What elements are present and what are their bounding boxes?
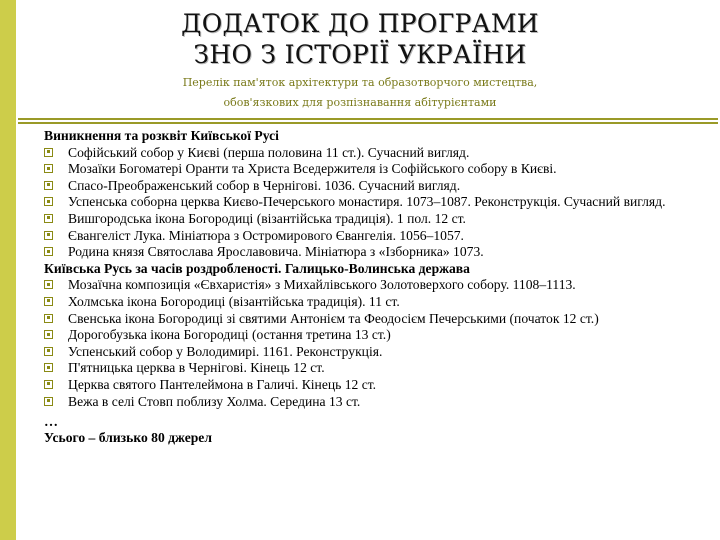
list-item [44,294,684,311]
total-sources: Усього – близько 80 джерел [44,430,212,446]
list-item [44,377,684,394]
square-bullet-icon [44,164,53,173]
list-item [44,228,684,245]
list-item-text: Мозаїчна композиція «Євхаристія» з Михайлівського Золотоверхого собору. 1108–1113. [68,277,576,293]
square-bullet-icon [44,231,53,240]
list-item [44,194,684,211]
square-bullet-icon [44,347,53,356]
square-bullet-icon [44,363,53,372]
list-item-text: Успенська соборна церква Києво-Печерського монастиря. 1073–1087. Реконструкція. Сучасний вигляд. [68,194,666,210]
list-item-text: Софійський собор у Києві (перша половина 11 ст.). Сучасний вигляд. [68,144,470,160]
page-title-line-1: ДОДАТОК ДО ПРОГРАМИ [181,9,539,38]
square-bullet-icon [44,247,53,256]
square-bullet-icon [44,314,53,323]
list-item [44,178,684,195]
section-heading-kyivan-rus: Виникнення та розквіт Київської Русі [44,128,279,143]
content-list [44,128,684,447]
section-heading-fragmentation: Київська Русь за часів роздробленості. Галицько-Волинська держава [44,260,470,276]
list-item-text: Родина князя Святослава Ярославовича. Мініатюра з «Ізборника» 1073. [68,244,484,260]
page-title-line-2: ЗНО З ІСТОРІЇ УКРАЇНИ [193,40,527,69]
list-item [44,277,684,294]
subtitle-line-1: Перелік пам'яток архітектури та образотворчого мистецтва, [182,76,538,89]
list-item [44,344,684,361]
list-item [44,211,684,228]
divider-bottom [18,122,718,124]
list-item-text: Свенська ікона Богородиці зі святими Антонієм та Феодосієм Печерськими (початок 12 ст.) [68,310,599,326]
list-item-text: Дорогобузька ікона Богородиці (остання третина 13 ст.) [68,327,391,343]
list-item [44,161,684,178]
list-item-text: Холмська ікона Богородиці (візантійська традиція). 11 ст. [68,293,400,309]
title-block [0,8,720,110]
list-item-text: Євангеліст Лука. Мініатюра з Остромирового Євангелія. 1056–1057. [68,227,464,243]
list-item [44,311,684,328]
square-bullet-icon [44,280,53,289]
subtitle-line-2: обов'язкових для розпізнавання абітурієнтами [223,96,497,109]
square-bullet-icon [44,181,53,190]
square-bullet-icon [44,148,53,157]
list-item [44,327,684,344]
list-item [44,360,684,377]
square-bullet-icon [44,297,53,306]
square-bullet-icon [44,197,53,206]
list-item-text: Вишгородська ікона Богородиці (візантійська традиція). 1 пол. 12 ст. [68,210,466,226]
list-item-text: П'ятницька церква в Чернігові. Кінець 12 ст. [68,360,325,376]
list-item [44,145,684,162]
square-bullet-icon [44,380,53,389]
square-bullet-icon [44,397,53,406]
list-item-text: Спасо-Преображенський собор в Чернігові. 1036. Сучасний вигляд. [68,177,461,193]
square-bullet-icon [44,214,53,223]
list-item-text: Вежа в селі Стовп поблизу Холма. Середина 13 ст. [68,393,361,409]
list-item-text: Мозаїки Богоматері Оранти та Христа Вседержителя із Софійського собору в Києві. [68,161,557,177]
divider-top [18,118,718,120]
list-item [44,244,684,261]
list-item [44,394,684,411]
list-item-text: Успенський собор у Володимирі. 1161. Реконструкція. [68,343,383,359]
list-item-text: Церква святого Пантелеймона в Галичі. Кінець 12 ст. [68,376,377,392]
ellipsis: … [44,415,58,431]
square-bullet-icon [44,330,53,339]
